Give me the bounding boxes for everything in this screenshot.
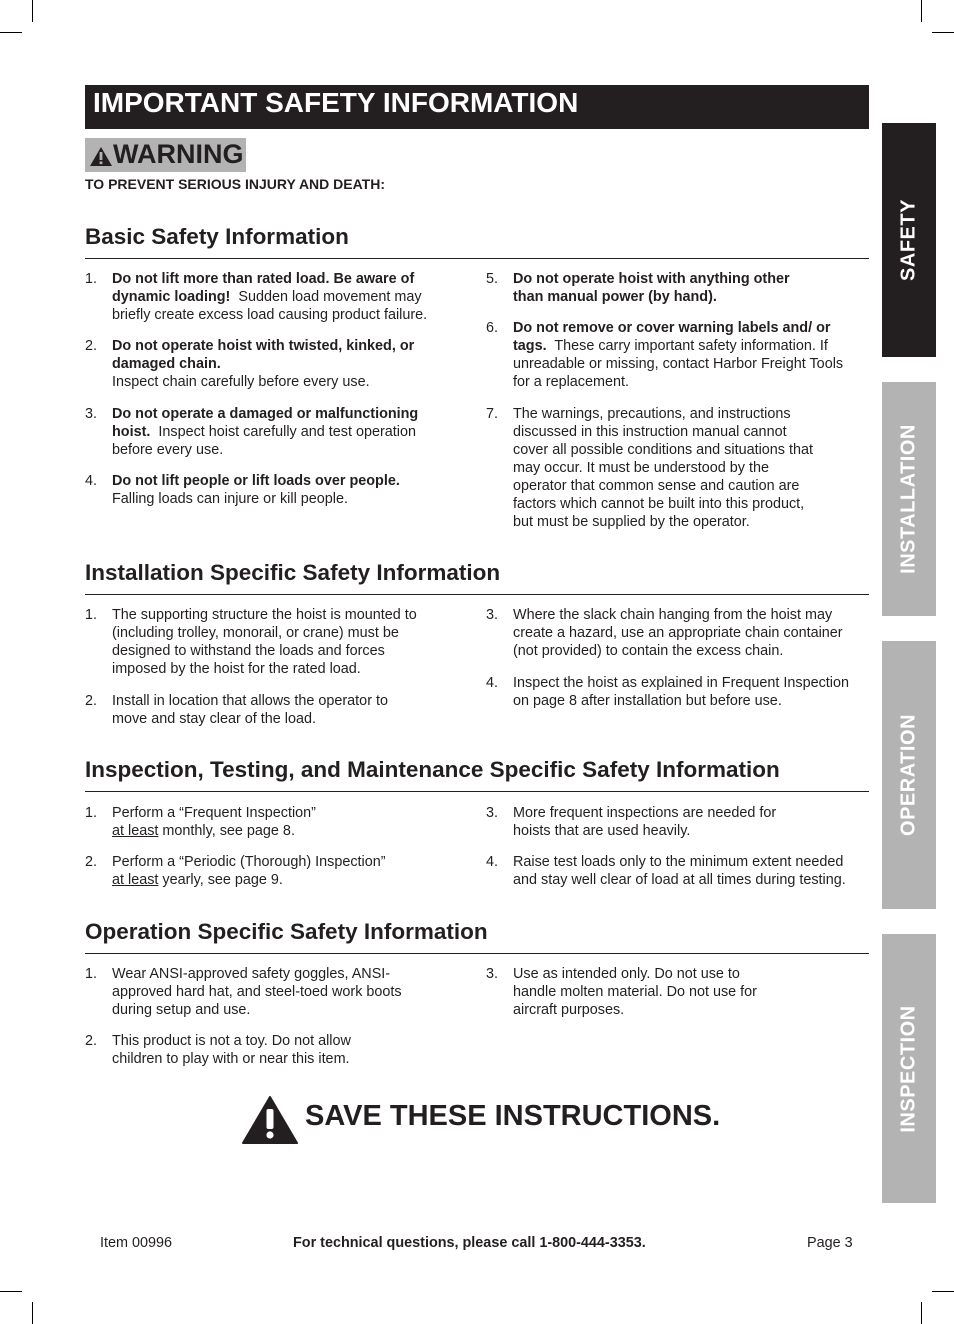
item-number: 3. xyxy=(486,966,499,982)
item-text: Inspect chain carefully before every use. xyxy=(112,374,370,390)
tab-label: INSTALLATION xyxy=(897,424,920,574)
item-text: monthly, see page 8. xyxy=(162,823,295,839)
item-number: 2. xyxy=(85,854,98,870)
item-number: 2. xyxy=(85,1033,98,1049)
section-rule xyxy=(85,594,869,595)
footer-item-number: Item 00996 xyxy=(100,1235,173,1251)
item-bold: Do not lift more than rated load. Be aware of dynamic loading! xyxy=(112,271,415,305)
item-text: Inspect hoist carefully and test operation before every use. xyxy=(112,424,416,458)
item-number: 4. xyxy=(85,473,98,489)
item-text: More frequent inspections are needed for hoists that are used heavily. xyxy=(513,805,777,839)
item-bold: Do not operate hoist with anything other than manual power (by hand). xyxy=(513,271,790,305)
item-number: 4. xyxy=(486,854,499,870)
warning-triangle-icon xyxy=(242,1096,298,1144)
item-text: Raise test loads only to the minimum extent needed and stay well clear of load at all times during testing. xyxy=(513,854,846,888)
item-underline: at least xyxy=(112,823,159,839)
crop-mark xyxy=(921,1302,922,1324)
item-text: These carry important safety information. If unreadable or missing, contact Harbor Freight Tools for a replacement. xyxy=(513,338,844,390)
crop-mark xyxy=(0,1291,22,1292)
item-text: Falling loads can injure or kill people. xyxy=(112,491,348,507)
item-number: 2. xyxy=(85,338,98,354)
item-text: Use as intended only. Do not use to handle molten material. Do not use for aircraft purposes. xyxy=(513,966,757,1018)
title-banner xyxy=(85,85,869,129)
item-number: 6. xyxy=(486,320,499,336)
warning-badge xyxy=(85,138,246,172)
item-text: This product is not a toy. Do not allow children to play with or near this item. xyxy=(112,1033,351,1067)
item-text: Sudden load movement may briefly create excess load causing product failure. xyxy=(112,289,428,323)
prevent-text: TO PREVENT SERIOUS INJURY AND DEATH: xyxy=(85,176,386,192)
item-number: 3. xyxy=(486,805,499,821)
item-number: 7. xyxy=(486,406,499,422)
item-bold: Do not operate a damaged or malfunctioning hoist. xyxy=(112,406,419,440)
item-number: 1. xyxy=(85,805,98,821)
tab-inspection[interactable] xyxy=(882,934,936,1203)
page-title: IMPORTANT SAFETY INFORMATION xyxy=(93,87,579,118)
item-bold: Do not remove or cover warning labels and/ or tags. xyxy=(513,320,831,354)
section-rule xyxy=(85,791,869,792)
item-text: The supporting structure the hoist is mounted to (including trolley, monorail, or crane) must be designed to withstand the loads and forces imposed by the hoist for the rated load. xyxy=(112,607,417,677)
footer-page-number: Page 3 xyxy=(807,1235,853,1251)
item-number: 1. xyxy=(85,607,98,623)
tab-label: OPERATION xyxy=(897,714,920,836)
item-number: 1. xyxy=(85,966,98,982)
section-title-inspection: Inspection, Testing, and Maintenance Specific Safety Information xyxy=(85,757,780,782)
item-bold: Do not lift people or lift loads over people. xyxy=(112,473,400,489)
crop-mark xyxy=(932,1291,954,1292)
crop-mark xyxy=(32,0,33,22)
tab-installation[interactable] xyxy=(882,382,936,616)
tab-safety[interactable] xyxy=(882,123,936,357)
item-text: The warnings, precautions, and instructions discussed in this instruction manual cannot cover all possible conditions and situations that may occur. It must be understood by the operator that common sense and caution are factors which cannot be built into this product, but must be supplied by the operator. xyxy=(513,406,813,530)
section-title-basic: Basic Safety Information xyxy=(85,224,349,249)
item-number: 3. xyxy=(486,607,499,623)
section-rule xyxy=(85,258,869,259)
item-number: 5. xyxy=(486,271,499,287)
item-number: 2. xyxy=(85,693,98,709)
item-text: Inspect the hoist as explained in Frequent Inspection on page 8 after installation but before use. xyxy=(513,675,849,709)
crop-mark xyxy=(32,1302,33,1324)
tab-operation[interactable] xyxy=(882,641,936,909)
item-underline: at least xyxy=(112,872,159,888)
item-text: Perform a “Periodic (Thorough) Inspection” xyxy=(112,854,386,870)
crop-mark xyxy=(932,32,954,33)
section-title-installation: Installation Specific Safety Information xyxy=(85,560,501,585)
footer-tech-support: For technical questions, please call 1-800-444-3353. xyxy=(293,1235,646,1251)
item-text: Wear ANSI-approved safety goggles, ANSI-approved hard hat, and steel-toed work boots during setup and use. xyxy=(112,966,402,1018)
warning-label: WARNING xyxy=(113,139,244,169)
crop-mark xyxy=(921,0,922,22)
item-number: 1. xyxy=(85,271,98,287)
item-text: Install in location that allows the operator to move and stay clear of the load. xyxy=(112,693,388,727)
section-rule xyxy=(85,953,869,954)
item-number: 3. xyxy=(85,406,98,422)
crop-mark xyxy=(0,32,22,33)
item-number: 4. xyxy=(486,675,499,691)
item-bold: Do not operate hoist with twisted, kinked, or damaged chain. xyxy=(112,338,415,372)
item-text: Where the slack chain hanging from the hoist may create a hazard, use an appropriate chain container (not provided) to contain the excess chain. xyxy=(513,607,843,659)
tab-label: INSPECTION xyxy=(897,1004,920,1133)
save-instructions-text: SAVE THESE INSTRUCTIONS. xyxy=(305,1100,721,1132)
item-text: Perform a “Frequent Inspection” xyxy=(112,805,316,821)
section-title-operation: Operation Specific Safety Information xyxy=(85,919,488,944)
tab-label: SAFETY xyxy=(897,199,920,281)
warning-triangle-icon xyxy=(90,147,112,166)
item-text: yearly, see page 9. xyxy=(162,872,283,888)
